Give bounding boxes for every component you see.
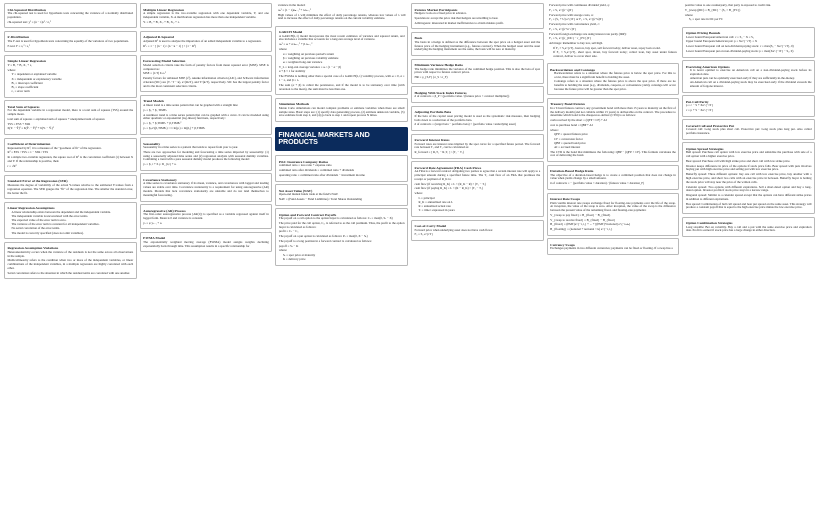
paragraph: A nonlinear trend is a time series pattern that can be graphed with a curve. It can be modeled using either quadratic or exponential (log-linear) functions, respectively: (143, 112, 269, 121)
list-item: • The variance of the error term is constant for all independent variables. (12, 223, 134, 227)
paragraph: Lower bound European put on non-dividend-paying stock: p ≥ max(Xe^{−rT} − S₀, 0) (685, 48, 794, 53)
card-title: Net Asset Value (NAV) (278, 188, 313, 193)
card-lra (4, 202, 137, 240)
list-item: • QBP = quoted bond price (554, 142, 676, 146)
list-item: • B₂ = slope coefficient (12, 86, 134, 90)
card-mlr (140, 3, 273, 28)
card-covered-call (682, 119, 815, 140)
card-option-pricing-bounds (682, 27, 815, 58)
paragraph: TSS = ESS + SSR (7, 121, 31, 126)
paragraph: r = √R² (7, 163, 17, 168)
paragraph: cash flow (if paying R_K) = L × (R − R_K) × (T₂ − T₁) (414, 186, 484, 191)
card-title: Chi-Squared Distribution (7, 7, 46, 12)
list-item: • α = weighting on previous period's return (283, 53, 405, 57)
paragraph: Y = B₁ + B₂ X₁ + ε₁ (7, 62, 33, 67)
paragraph: The chi-squared test is used for hypothesis tests concerning the variance of a normally distributed population. (7, 11, 134, 19)
card-adjusting-beta (411, 106, 544, 131)
paragraph: Forward price with storage costs, u: (549, 12, 594, 17)
paragraph: The hedge ratio minimizes the variance of the combined hedge position. This is also the beta of spot prices with respect to futures contract prices. (414, 66, 541, 75)
paragraph: R² = ESS / TSS = 1 − SSR / TSS (7, 150, 49, 155)
paragraph: combined ratio = loss ratio + expense ratio (278, 163, 332, 168)
card-mvhr (411, 59, 544, 84)
card-title: Option Spread Strategies (685, 146, 724, 151)
card-title: Multiple Linear Regression (143, 7, 185, 12)
paragraph: In a T-bond futures contract, any government bond with more than 15 years to maturity on the first of the delivery month (and not callable within 15 years) is deliverable on the contract. The procedure to determine which bond is the cheapest-to-deliver (CTD) is as follows: (550, 105, 676, 118)
list-item: • AI = accrued interest (554, 146, 676, 150)
paragraph: Upper bound European/American put: p ≤ Xe^{−rT} ≤ X (685, 39, 758, 44)
column-1 (4, 3, 137, 527)
column-4 (411, 3, 544, 527)
paragraph: chi-squared test: χ² = (n − 1)s² / σ₀² (7, 19, 51, 24)
list-item: • A linear relationship exists between the dependent and the independent variable. (12, 211, 134, 215)
page-right (411, 3, 815, 527)
list-item: • The model is correctly specified (does not omit variables). (12, 232, 134, 236)
card-cov (140, 173, 273, 201)
section-banner (275, 127, 408, 151)
card-title: GARCH Model (278, 30, 303, 35)
paragraph: The first-order autoregressive process [AR(1)] is specified as a variable regressed against itself in lagged form. Mean is 0 and variance is constant. (143, 212, 269, 220)
list-item: • K = delivery price (283, 258, 405, 262)
card-treasury-bond-futures (547, 98, 680, 162)
card-put-call-parity (682, 95, 815, 117)
paragraph: Measures the degree of variability of the actual Y-values relative to the estimated Y-values from a regression equation. The SER gauges the "fit" of the regression line. The smaller the standard error, the better the fit. (7, 183, 134, 195)
paragraph: The price paid for the call option, C₀, is referred to as the call premium. Thus, the profit to the option buyer is calculated as follows: (278, 220, 405, 229)
paragraph: Lower bound European/American call: c ≥ S₀ − X ≤ S₀ (685, 34, 754, 39)
bullet-list (550, 133, 676, 149)
paragraph: Adjusted R² is used to analyze the importance of an added independent variable to a regression. (143, 38, 262, 43)
card-title: Adjusting Portfolio Beta (414, 110, 452, 115)
card-fwd-yield (547, 3, 680, 61)
list-item: • L = principal (419, 197, 541, 201)
list-item: • The expected value of the error term is zero. (12, 219, 134, 223)
bullet-list (415, 197, 541, 213)
card-tss (4, 100, 137, 135)
card-title: P&C Insurance Company Ratios (278, 159, 329, 164)
paragraph: High values of λ will minimize the effect of daily percentage returns, whereas low values of λ will tend to increase the effect of daily percentage returns on the current volatility estimate. (277, 12, 406, 21)
paragraph: σₙ² = ω + α uₙ₋₁² + β σₙ₋₁² (278, 42, 313, 47)
card-title: Cost-of-Carry Model (414, 224, 447, 229)
paragraph: In a simple two-variable regression, the square root of R² is the correlation coefficient (r) between X and Y. If the relationship is positive, then: (7, 155, 134, 163)
paragraph: Forward foreign exchange rate using interest rate parity (IRP): (549, 31, 627, 36)
list-item: • ω = weighted long-run variance (283, 61, 405, 65)
paragraph: Investor keeps difference in price of the options if stock price falls. Bear spread with puts involves buying put with high exercise price and selling put with low exercise price. (685, 163, 812, 172)
card-fra (411, 161, 544, 217)
paragraph: Serial correlation refers to the situation in which the residual terms are correlated with one another. (7, 270, 131, 275)
paragraph: Forward price with continuous dividend yield, q: (549, 3, 610, 7)
list-item: • It is never optimal to exercise an American call on a non-dividend-paying stock before its expiration date. (690, 69, 812, 77)
card-hedging-stock-index (411, 86, 544, 103)
paragraph: p = c − S + Xe^{−rT} (685, 103, 714, 108)
paragraph: Yᵢ = B₀ + B₁ X₁ᵢ + B₂ X₂ᵢ + εᵢ (143, 19, 180, 24)
card-seasonality (140, 137, 273, 171)
paragraph: Lower bound European call on non-dividend-paying stock: c ≥ max(S₀ − Xe^{−rT}, 0) (685, 44, 794, 49)
bullet-list (549, 47, 677, 59)
card-title: Interest Rate Swaps (550, 197, 581, 201)
paragraph: Covered call: Long stock plus short call. Protective put: Long stock plus long put. Also called portfolio insurance. (685, 127, 812, 136)
paragraph: where: (550, 127, 559, 132)
paragraph: Open-end mutual funds trade at the fund's NAV. (278, 192, 339, 197)
card-cs-cont (682, 3, 815, 24)
paragraph: The basis in a hedge is defined as the difference between the spot price on a hedged asset and the futures price of the hedging instrument (e.g., futures contract). When the hedged asset and the asset underlying the hedging instrument are the same, the basis will be zero at maturity. (414, 39, 541, 52)
list-item: • Backwardation refers to a situation where the futures price is below the spot price. For this to occur, there must be a significant benefit to holding the asset. (554, 72, 676, 80)
bullet-list (685, 18, 813, 22)
card-title: Simulation Methods (278, 102, 310, 107)
card-f-distribution (4, 31, 137, 53)
section-banner-title: FINANCIAL MARKETS AND PRODUCTS (278, 129, 370, 147)
paragraph: Speculators: accept the price risk that hedgers are unwilling to bear. (414, 15, 499, 20)
paragraph: combined ratio after dividends = combined ratio + dividends (278, 168, 354, 173)
list-item: • R = annualized actual rate (419, 205, 541, 209)
paragraph: F₀ = S₀ e^{rT} (414, 232, 433, 237)
card-title: Forecasting Model Selection (143, 59, 186, 64)
paragraph: F₀ = S₀ e^{(r+u−c)T} (549, 26, 577, 31)
card-title: Option Combination Strategies (685, 221, 733, 226)
list-item: • ε₁ = error term (12, 90, 134, 94)
paragraph: The CTD is the bond that minimizes the following: QBP − (QFP × CF). This formula calculates the cost of delivering the bond. (550, 149, 676, 158)
card-title: EWMA Model (143, 236, 166, 241)
card-irs (547, 193, 680, 236)
card-title: Standard Error of the Regression (SER) (7, 179, 68, 184)
list-item: • QFP = quoted futures price (554, 133, 676, 137)
paragraph: F₀ = (S₀ + U) e^{rT} or F₀ = S₀ e^{(r+u)T} (549, 17, 603, 22)
paragraph: yₜ = β₀ + β₁ TIMEₜ (143, 107, 167, 112)
paragraph: If the beta of the capital asset pricing model is used as the systematic risk measure, then hedging boils down to a reduction of the portfolio beta. (414, 113, 541, 122)
card-title: Simple Linear Regression (7, 59, 46, 64)
card-title: Treasury Bond Futures (550, 102, 585, 107)
paragraph: where: (278, 248, 288, 253)
card-title: Minimum Variance Hedge Ratio (414, 63, 464, 68)
list-item: • Y = dependent or explained variable (12, 73, 134, 77)
bullet-list (8, 73, 134, 93)
paragraph: where: (7, 67, 16, 72)
paragraph: # of contracts = β_P × (portfolio value / (futures price × contract multiplier)) (414, 94, 510, 99)
paragraph: α + β < 1 for stability (278, 69, 306, 74)
paragraph: R_forward = [ R₂T₂ − R₁T₁ ] / (T₂ − T₁) (414, 150, 464, 155)
page-left (4, 3, 408, 527)
paragraph: Model selection criteria take the form of penalty factors from mean squared error (MSE). MSE is computed as: (143, 62, 269, 71)
paragraph: Forward rates are interest rates implied by the spot curve for a specified future period. The forward rate between T₁ and T₂ can be calculated as: (414, 141, 541, 150)
paragraph: The exponentially weighted moving average (EWMA) model assigns weights declining exponentially back through time. This assumption results in a specific relationship for (143, 239, 269, 248)
card-ewma (140, 232, 273, 253)
paragraph: A GARCH(1,1) model incorporates the most recent estimates of variance and squared return, and also includes a variable that accounts for a long-run average level of variance. (278, 33, 405, 42)
paragraph: V_{swap to receive fixed} = B_{fixed} − B_{float} (550, 217, 616, 222)
card-title: Covered Call and Protective Put (685, 123, 735, 128)
card-ar (140, 204, 273, 229)
list-item: • No serial correlation of the error terms. (12, 227, 134, 231)
paragraph: profit = Cₜ − C₀ (278, 229, 299, 234)
paragraph: cost to purchase bond = QBP + AI (550, 122, 593, 127)
paragraph: where: (278, 46, 288, 51)
paragraph: Diagonal spread: Similar to a calendar spread except that the options can have different strike prices in addition to different expirations. (685, 193, 812, 201)
paragraph: MSE = (1/T) Σ eₜ² (143, 71, 166, 76)
paragraph: Σ(Yᵢ − Ȳ)² = Σ(Ŷᵢ − Ȳ)² + Σ(Yᵢ − Ŷᵢ)² (7, 126, 54, 131)
card-title: Covariance Stationary (143, 177, 177, 182)
paragraph: variance in the model: (277, 3, 306, 7)
card-nav (275, 184, 408, 206)
paragraph: cash flow (if receiving R_K) = L × (R_K − R) × (T₂ − T₁) (414, 181, 487, 186)
paragraph: σₙ² = (1 − λ)uₙ₋₁² + λσₙ₋₁² (277, 7, 312, 12)
list-item: • Sₜ = spot price at maturity (283, 254, 405, 258)
card-title: Option Pricing Bounds (685, 31, 721, 36)
paragraph: yₜ = φ yₜ₋₁ + εₜ (143, 220, 163, 225)
card-chi-squared (4, 3, 137, 28)
card-ewma-cont (275, 3, 408, 23)
card-title: Backwardation and Contango (550, 67, 596, 72)
card-fwd-payoff (275, 208, 408, 266)
paragraph: where: (414, 191, 423, 196)
card-title: Futures Market Participants (414, 7, 458, 12)
card-title: Hedging With Stock Index Futures (414, 90, 467, 95)
card-exercising-american (682, 60, 815, 93)
card-title: Forward Interest Rates (414, 138, 450, 143)
paragraph: A linear trend is a time series pattern that can be graphed with a straight line: (143, 102, 239, 107)
paragraph: The payoff on a call option to the option buyer is calculated as follows: Cₜ = max(0, Sₜ − X) (278, 216, 393, 221)
list-item: • The independent variable is uncorrelated with the error terms. (12, 215, 134, 219)
card-title: Seasonality (143, 141, 161, 146)
paragraph: F₀ = S₀ e^{(r_{DC} − r_{FC})T} (549, 36, 592, 41)
card-title: Linear Regression Assumptions (7, 206, 55, 211)
paragraph: # of contracts = − (portfolio value × duration) / (futures value × duration_F) (550, 181, 645, 186)
card-garch (275, 26, 408, 96)
card-title: Basis (414, 36, 423, 41)
paragraph: operating ratio = combined ratio after dividends − investment income (278, 172, 365, 177)
card-title: Option and Forward Contract Payoffs (278, 212, 337, 217)
paragraph: yₜ = β₁ t + Σ γᵢ D_{i,t} + εₜ (143, 162, 177, 167)
paragraph: Calendar spread: Two options with different expirations. Sell a short-dated option and buy a long-dated option. Investor profits if stock price stays in a narrow range. (685, 184, 812, 193)
paragraph: The payoff to a long position in a forward contract is calculated as follows: (278, 238, 372, 243)
paragraph: cash received by the short = (QFP × CF) + AI (550, 118, 607, 123)
card-r2 (4, 138, 137, 173)
card-title: Put-Call Parity (685, 99, 709, 104)
bullet-list (686, 69, 812, 89)
list-item: • An American call on a dividend-paying stock may be exercised early if the dividend exceeds the amount of forgone interest. (690, 81, 812, 89)
card-title: Trend Models (143, 99, 164, 104)
card-slr (4, 55, 137, 98)
card-title: Adjusted R-Squared (143, 35, 174, 40)
column-5 (547, 3, 680, 527)
paragraph: The sum (α + β) is called the persistence, and if the model is to be stationary over time (with reversion to the mean), the sum must be less than one. (278, 82, 405, 91)
bullet-list (550, 72, 676, 91)
paragraph: total sum of squares = explained sum of squares + unexplained sum of squares (7, 116, 105, 121)
column-3 (275, 3, 408, 527)
card-backwardation (547, 63, 680, 95)
list-item: • Contango refers to a situation where the futures price is above the spot price. If there are no benefits to holding the asset (e.g., dividends, coupons, or convenience yield), contango will occur because the future price will be greater than the spot price. (554, 80, 676, 91)
card-title: Total Sum of Squares (7, 104, 40, 109)
paragraph: Penalty factors for unbiased MSE (s²), Akaike information criterion (AIC), and Schwarz information criterion (SIC) are (T / T − k), e^(2k/T), and T^(k/T), respectively. SIC has the largest penalty factor and is the most consistent selection criteria. (143, 76, 269, 88)
list-item: • S₀ = spot rate in DC per FC (689, 18, 813, 22)
card-title: Coefficient of Determination (7, 142, 51, 147)
list-item: • B₁ = intercept coefficient (12, 82, 134, 86)
paragraph: Bear spread: Purchase call with high strike price and short call with low strike price. (685, 158, 791, 163)
paragraph: c = p + S − Xe^{−rT} (685, 108, 714, 113)
paragraph: Monte Carlo simulations can model complex problems or estimate variables when there are small sample sizes. Basic steps are: (1) specify data generating process, (2) estimate unknown variable, (3) save estimate from step 2, and (4) go back to step 1 and repeat process N times. (278, 105, 405, 118)
paragraph: Heteroskedasticity occurs when the variance of the residuals is not the same across all observations in the sample. (7, 249, 134, 258)
paragraph: Multicollinearity refers to the condition when two or more of the independent variables, or linear combinations of the independent variables, in a multiple regression are highly correlated with each other. (7, 258, 134, 270)
paragraph: yₜ = β₀ + β₁TIMEₜ + β₂TIMEₜ² (143, 121, 182, 126)
paragraph: Exchanges payments in two different currencies; payments can be fixed or floating. If a swap has a (550, 246, 673, 251)
paragraph: A time series is covariance stationary if its mean, variance, and covariances with lagged and leading values are stable over time. Covariance stationarity is a requirement for using autoregressive (AR) models. Models that lack covariance stationarity are unstable and do not lend themselves to meaningful forecasting. (143, 181, 269, 197)
paragraph: The payoff on a put option is calculated as follows: Pₜ = max(0, X − Sₜ) (278, 234, 368, 239)
list-item: • β = weighting on previous volatility estimate (283, 57, 405, 61)
paragraph: Butterfly spread: Three different options: buy one call with low exercise price, buy another with a high exercise price, and short two calls with an exercise price in between. Butterfly buyer is betting the stock price will stay near the price of the written calls. (685, 172, 812, 184)
card-option-combo (682, 217, 815, 238)
paragraph: Arbitrage: Remember to buy low, sell high. (549, 41, 603, 46)
paragraph: Long straddle: Bet on volatility. Buy a call and a put with the same exercise price and expiration date. Profit is earned if stock price has a large change in either direction. (685, 224, 812, 233)
list-item: • If F₀ < S₀e^{rT}, short spot, invest, buy forward today; collect loan, buy asset under futures contract, deliver to cover short sale. (553, 51, 677, 59)
paragraph: An FRA is a forward contract obligating two parties to agree that a certain interest rate will apply to a principal amount during a specified future time. The T₂ cash flow of an FRA that promises the receipt or payment of R_K is: (414, 169, 541, 181)
paragraph: V_{swap}(DC) = B_{DC} − (S₀ × B_{FC}) (684, 7, 741, 12)
paragraph: Bull spread: Purchase call option with low exercise price and subsidize the purchase with sale of a call option with a higher exercise price. (685, 150, 812, 159)
card-basis (411, 32, 544, 56)
list-item: • X = independent or explanatory variable (12, 78, 134, 82)
list-item: • CF = conversion factor (554, 138, 676, 142)
paragraph: Arbitrageurs: interested in market inefficiencies to obtain riskless profit. (414, 20, 504, 25)
paragraph: The F-test is used for hypothesis tests concerning the equality of the variances of two populations. (7, 38, 129, 43)
paragraph: V_L = long-run average variance = ω / (1 − α − β) (278, 64, 342, 69)
card-fir (411, 134, 544, 159)
card-title: Forward Rate Agreement (FRA) Cash Flows (414, 165, 482, 170)
column-6 (682, 3, 815, 527)
card-title: Autoregressive (AR) Process (143, 208, 186, 213)
paragraph: where: (684, 12, 694, 17)
card-lrav (4, 242, 137, 280)
card-futures-participants (411, 3, 544, 29)
card-title: Currency Swaps (550, 242, 575, 247)
card-sim (275, 98, 408, 122)
paragraph: NAV = (Fund Assets − Fund Liabilities) / Total Shares Outstanding (278, 196, 363, 201)
paragraph: B_{fixed} = (PMT)e^{−r₁t₁} + ... + [(PMT)+notional] e^{−rₙtₙ} (550, 222, 631, 227)
paragraph: The objective of a duration-based hedge is to create a combined position that does not change in value when yields change by a small amount. (550, 172, 676, 181)
paragraph: B_{floating} = (notional + notional × k) e^{−r₁t₁} (550, 227, 613, 232)
paragraph: # of contracts = (target beta − portfolio beta) × (portfolio value / underlying asset) (414, 122, 516, 127)
paragraph: payoff = Sₜ − K (278, 243, 299, 248)
list-item: • R_K = annualized rate on L (419, 201, 541, 205)
card-dbhr (547, 165, 680, 190)
bullet-list (8, 211, 134, 236)
paragraph: R²ₐ = 1 − [ (n − 1) / (n − k − 1) ] × (1 − R²) (143, 43, 197, 48)
card-title: F-Distribution (7, 35, 30, 40)
paragraph: Represented by R², it is a measure of the "goodness of fit" of the regression. (7, 145, 102, 150)
paragraph: HR = ρ_{S,F} (σ_S / σ_F) (414, 75, 448, 80)
paragraph: The EWMA is nothing other than a special case of a GARCH(1,1) volatility process, with ω = 0, α = 1 − λ, and β = λ. (278, 74, 405, 83)
list-item: • Tᵢ = time i expressed in years (419, 209, 541, 213)
paragraph: Box spread: Combination of bull call spread and bear put spread on the same asset. This strategy will produce a constant payoff that is equal to the high exercise price minus the low exercise price. (685, 201, 812, 210)
paragraph: yₜ = β₀e^(β₁TIMEₜ) ⟹ ln(yₜ) = ln(β₀) + β₁TIMEₜ (143, 125, 206, 130)
card-fms (140, 55, 273, 93)
paragraph: For the dependent variable in a regression model, there is a total sum of squares (TSS) around the sample mean. (7, 108, 134, 117)
bullet-list (279, 254, 405, 262)
paragraph: V_{swap to pay fixed} = B_{float} − B_{fixed} (550, 212, 611, 217)
card-ser (4, 175, 137, 199)
paragraph: Plain vanilla interest rate swaps exchange fixed for floating-rate payments over the life of the swap. At inception, the value of the swap is zero. After inception, the value of the swap is the difference between the present value of the remaining fixed- and floating-rate payments: (550, 200, 676, 213)
card-cost-of-carry (411, 220, 544, 242)
paragraph: Forward price with convenience yield, c: (549, 22, 600, 27)
list-item: • American puts can be optimally exercised early if they are sufficiently in-the-money. (690, 77, 812, 81)
paragraph: Forward price when underlying asset does not have cash flows: (414, 227, 493, 232)
bullet-list (279, 53, 405, 65)
paragraph: A simple regression is the two-variable regression with one dependent variable, Y, and one independent variable, X. A multivariate regression has more than one independent variable. (143, 11, 269, 19)
card-title: Duration-Based Hedge Ratio (550, 169, 594, 174)
card-title: Regression Assumption Violations (7, 246, 59, 251)
list-item: • If F₀ > S₀e^{rT}, borrow, buy spot, sell forward today; deliver asset, repay loan at end. (553, 47, 677, 51)
card-pc-ratios (275, 155, 408, 181)
paragraph: Hedgers: lock on a fixed price in advance. (414, 11, 467, 16)
column-2 (140, 3, 273, 527)
paragraph: F-test: F = s₁² / s₂² (7, 43, 31, 48)
card-option-spread (682, 142, 815, 214)
card-adj-r2 (140, 31, 273, 53)
paragraph: There are two approaches for modeling and forecasting a time series impacted by seasonality: (1) using a seasonally adjusted time series and (2) regression analysis with seasonal dummy variables. Combining a trend with a pure seasonal dummy model produces the following model: (143, 149, 269, 162)
card-currency-swaps (547, 238, 680, 255)
card-title: Exercising American Options (685, 64, 730, 69)
card-trend (140, 95, 273, 135)
paragraph: Seasonality in a time series is a pattern that tends to repeat from year to year. (143, 145, 239, 150)
paragraph: positive value to one counterparty, that party is exposed to credit risk. (684, 3, 771, 7)
paragraph: F₀ = S₀ e^{(r−q)T} (549, 7, 573, 12)
